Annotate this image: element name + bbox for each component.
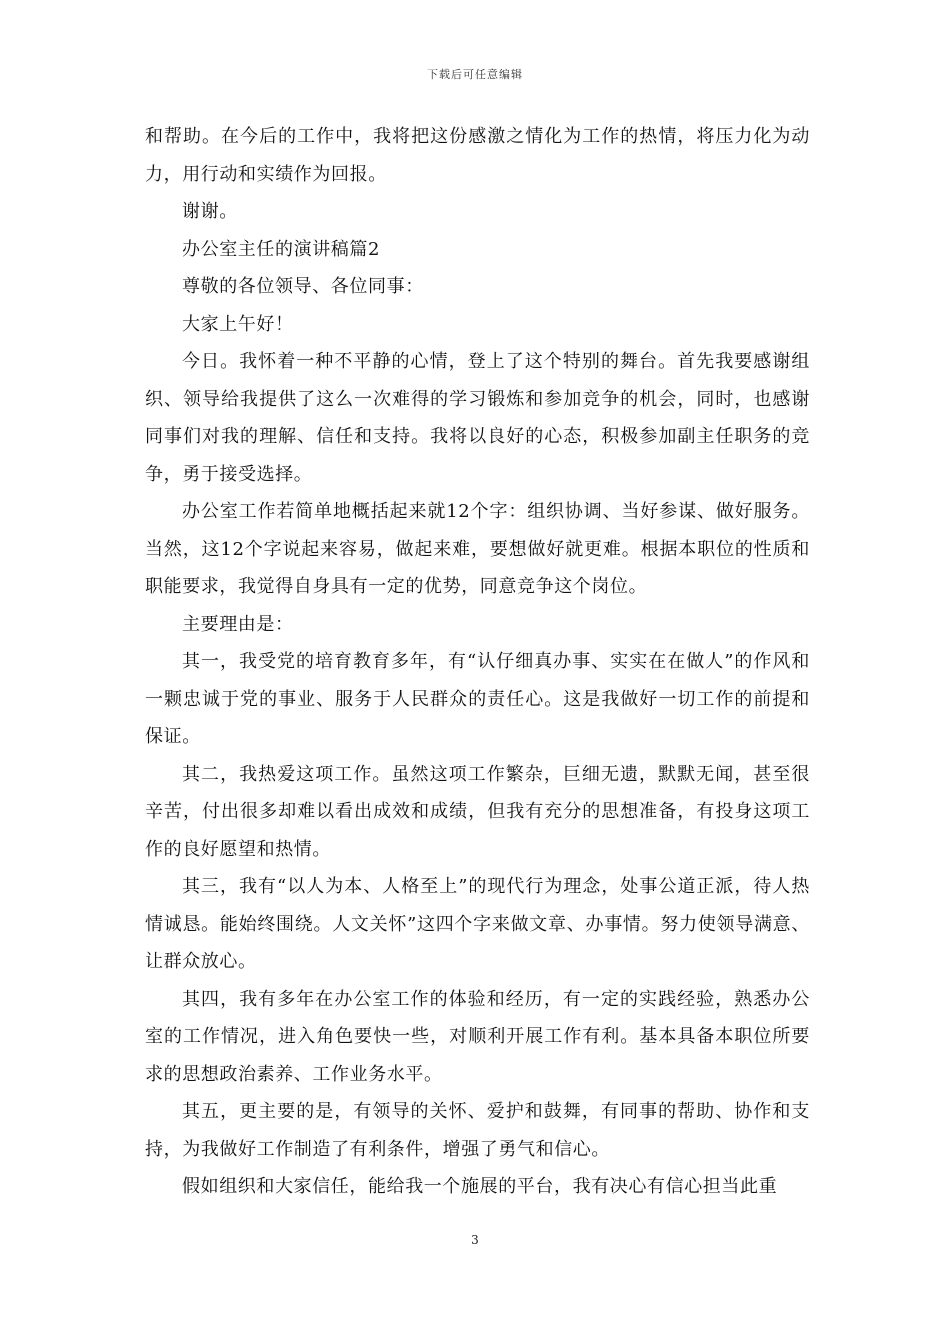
paragraph: 其五，更主要的是，有领导的关怀、爱护和鼓舞，有同事的帮助、协作和支持，为我做好工作制造了有利条件，增强了勇气和信心。 (145, 1101, 810, 1160)
paragraph: 和帮助。在今后的工作中，我将把这份感激之情化为工作的热情，将压力化为动力，用行动和实绩作为回报。 (145, 126, 810, 185)
paragraph: 其一，我受党的培育教育多年，有“认仔细真办事、实实在在做人”的作风和一颗忠诚于党的事业、服务于人民群众的责任心。这是我做好一切工作的前提和保证。 (145, 651, 810, 747)
document-body (145, 118, 810, 1206)
greeting: 大家上午好！ (182, 313, 294, 335)
paragraph: 假如组织和大家信任，能给我一个施展的平台，我有决心有信心担当此重 (182, 1176, 778, 1197)
paragraph: 主要理由是： (182, 613, 294, 635)
paragraph: 其四，我有多年在办公室工作的体验和经历，有一定的实践经验，熟悉办公室的工作情况，进入角色要快一些，对顺利开展工作有利。基本具备本职位所要求的思想政治素养、工作业务水平。 (145, 988, 810, 1085)
paragraph: 办公室工作若简单地概括起来就12个字：组织协调、当好参谋、做好服务。当然，这12个字说起来容易，做起来难，要想做好就更难。根据本职位的性质和职能要求，我觉得自身具有一定的优势，同意竞争这个岗位。 (145, 501, 810, 597)
page-header: 下载后可任意编辑 (427, 68, 523, 81)
page-number: 3 (471, 1233, 479, 1247)
section-title: 办公室主任的演讲稿篇2 (182, 238, 381, 260)
salutation: 尊敬的各位领导、各位同事： (182, 276, 424, 297)
paragraph: 其二，我热爱这项工作。虽然这项工作繁杂，巨细无遗，默默无闻，甚至很辛苦，付出很多却难以看出成效和成绩，但我有充分的思想准备，有投身这项工作的良好愿望和热情。 (145, 763, 810, 860)
paragraph: 谢谢。 (182, 201, 238, 222)
paragraph: 其三，我有“以人为本、人格至上”的现代行为理念，处事公道正派，待人热情诚恳。能始终围绕。人文关怀”这四个字来做文章、办事情。努力使领导满意、让群众放心。 (145, 876, 810, 972)
paragraph: 今日。我怀着一种不平静的心情，登上了这个特别的舞台。首先我要感谢组织、领导给我提供了这么一次难得的学习锻炼和参加竞争的机会，同时，也感谢同事们对我的理解、信任和支持。我将以良好的心态，积极参加副主任职务的竞争，勇于接受选择。 (145, 351, 810, 485)
